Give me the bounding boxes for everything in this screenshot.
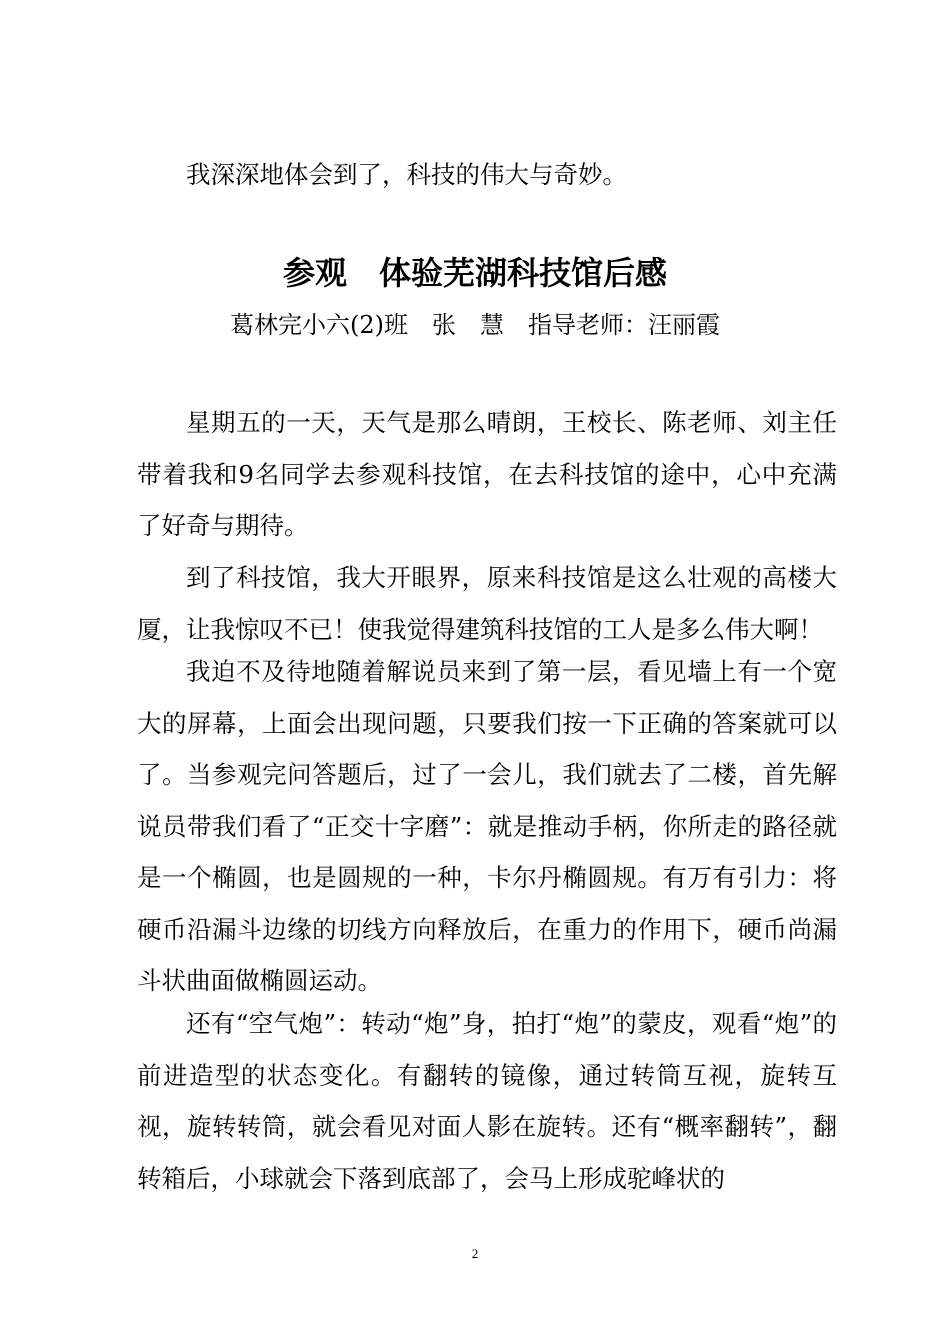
body-paragraph: 我迫不及待地随着解说员来到了第一层，看见墙上有一个宽大的屏幕，上面会出现问题，只要我们按一下正确的答案就可以了。当参观完问答题后，过了一会儿，我们就去了二楼，首先解说员带我们看了“正交十字磨”：就是推动手柄，你所走的路径就是一个椭圆，也是圆规的一种，卡尔丹椭圆规。有万有引力：将硬币沿漏斗边缘的切线方向释放后，在重力的作用下，硬币尚漏斗状曲面做椭圆运动。 <box>137 657 837 995</box>
page-number: 2 <box>471 1246 479 1261</box>
body-paragraph: 到了科技馆，我大开眼界，原来科技馆是这么壮观的高楼大厦，让我惊叹不已！使我觉得建筑科技馆的工人是多么伟大啊！ <box>137 563 837 644</box>
body-paragraph: 星期五的一天，天气是那么晴朗，王校长、陈老师、刘主任带着我和9名同学去参观科技馆，在去科技馆的途中，心中充满了好奇与期待。 <box>137 408 837 540</box>
continuation-paragraph: 我深深地体会到了，科技的伟大与奇妙。 <box>186 160 627 189</box>
article-title: 参观 体验芜湖科技馆后感 <box>282 254 667 292</box>
author-byline: 葛林完小六(2)班 张 慧 指导老师：汪丽霞 <box>230 311 720 339</box>
body-paragraph: 还有“空气炮”：转动“炮”身，拍打“炮”的蒙皮，观看“炮”的前进造型的状态变化。有翻转的镜像，通过转筒互视，旋转互视，旋转转筒，就会看见对面人影在旋转。还有“概率翻转”，翻转箱后，小球就会下落到底部了，会马上形成驼峰状的 <box>137 1009 837 1193</box>
